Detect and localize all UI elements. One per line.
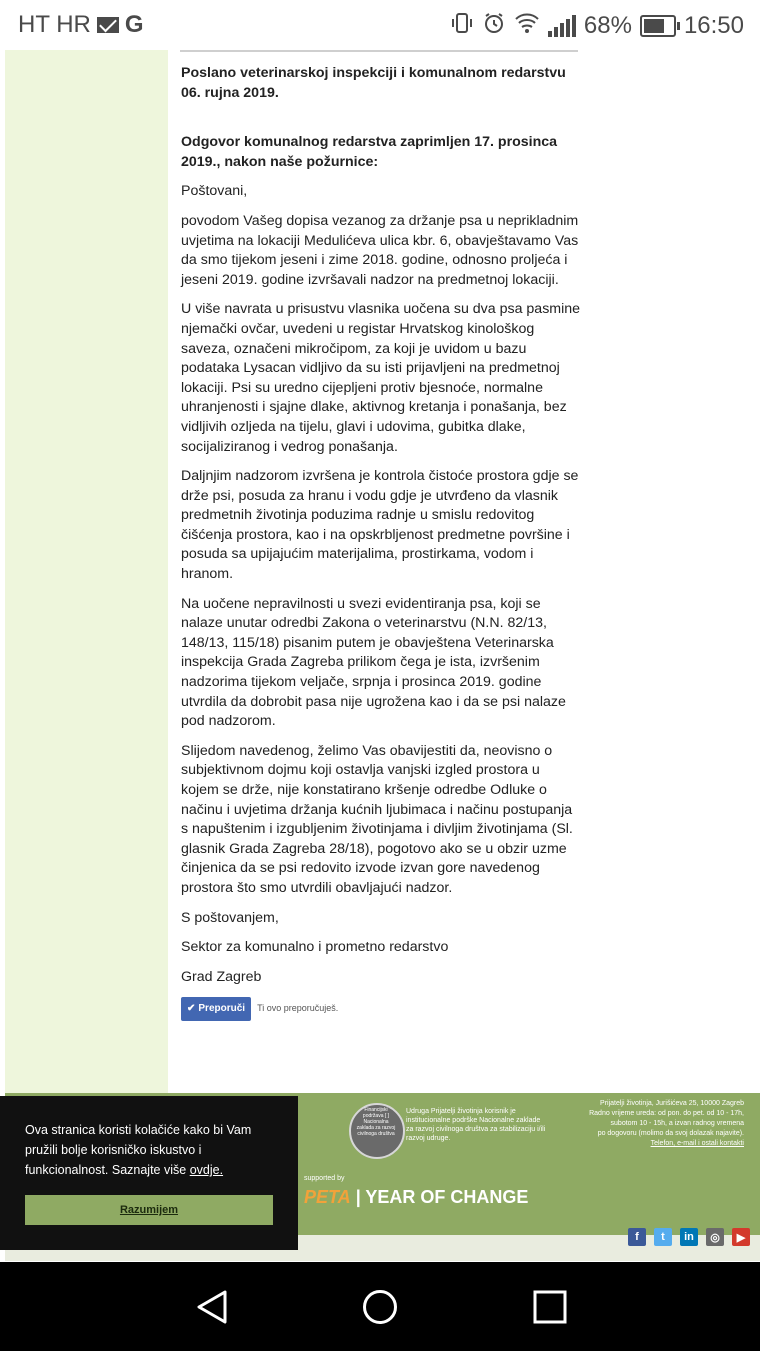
paragraph-2: U više navrata u prisustvu vlasnika uočena su dva psa pasmine njemački ovčar, uvedeni u registar Hrvatskog kinološkog saveza, označeni mikročipom, za koji je uvidom u bazu podataka Lysacan vidljivo da su isti prijavljeni na predmetnoj lokaciji. Psi su uredno cijepljeni protiv bjesnoće, normalne uhranjenosti i sjajne dlake, aktivnog kretanja i ponašanja, bez vidljivih ozljeda na tijelu, glavi i udovima, gubitka dlake, socijaliziranog i vedrog ponašanja. bbox=[181, 301, 581, 455]
recommend-label: Preporuči bbox=[198, 1003, 246, 1015]
alarm-icon bbox=[482, 11, 506, 41]
support-text: Udruga Prijatelji životinja korisnik je institucionalne podrške Nacionalne zaklade za razvoj civilnoga društva za stabilizaciju i/ili razvoj udruge. bbox=[406, 1108, 546, 1142]
carrier-label: HT HR bbox=[18, 11, 91, 38]
twitter-icon[interactable]: t bbox=[654, 1228, 672, 1246]
vibrate-icon bbox=[450, 11, 474, 41]
main-content bbox=[168, 50, 755, 1093]
paragraph-5: Slijedom navedenog, želimo Vas obavijestiti da, neovisno o subjektivnom dojmu koji ostavlja vanjski izgled prostora u kojem se drže, nije konstatirano kršenje odredbe Odluke o načinu i uvjetima držanja kućnih ljubimaca i načinu postupanja s napuštenim i izgubljenim životinjama i divljim životinjama (Sl. glasnik Grada Zagreba 28/18), pogotovo ako se u obzir uzme činjenica da se psi redovito izvode izvan gore navedenog prostora što smo utvrdili obavljajući nadzor. bbox=[181, 742, 573, 896]
hours-1: Radno vrijeme ureda: od pon. do pet. od 10 - 17h, bbox=[589, 1110, 744, 1117]
wifi-icon bbox=[514, 11, 540, 41]
battery-percent: 68% bbox=[583, 12, 632, 39]
recents-icon[interactable] bbox=[531, 1288, 569, 1326]
peta-logo[interactable] bbox=[304, 1187, 528, 1208]
sent-note: Poslano veterinarskoj inspekciji i komunalnom redarstvu 06. rujna 2019. bbox=[181, 65, 566, 101]
hours-2: subotom 10 - 15h, a izvan radnog vremena bbox=[610, 1120, 744, 1127]
clock: 16:50 bbox=[683, 12, 744, 39]
paragraph-1: povodom Vašeg dopisa vezanog za držanje psa u neprikladnim uvjetima na lokaciji Medulićeva ulica kbr. 6, obavještavamo Vas da smo tijekom jeseni i zime 2018. godine, odnosno proljeća i jeseni 2019. godine izvršavali nadzor na predmetnoj lokaciji. bbox=[181, 212, 579, 288]
mail-icon bbox=[97, 17, 119, 33]
paragraph-3: Daljnjim nadzorom izvršena je kontrola čistoće prostora gdje se drže psi, posuda za hranu i vodu gdje je utvrđeno da vlasnik predmetnih životinja poduzima radnje u smislu redovitog čišćenja prostora, kao i na opskrbljenost predmetne površine i posuda sa upijajućim materijalima, prostirkama, vodom i hranom. bbox=[181, 468, 579, 583]
recommend-note: Ti ovo preporučuješ. bbox=[257, 1003, 339, 1014]
cookie-message: Ova stranica koristi kolačiće kako bi Vam pružili bolje korisničko iskustvo i funkcionalnost. Saznajte više bbox=[25, 1123, 252, 1177]
address: Prijatelji životinja, Jurišićeva 25, 10000 Zagreb bbox=[600, 1100, 744, 1107]
supported-by-label: supported by bbox=[304, 1175, 345, 1182]
facebook-icon[interactable]: f bbox=[628, 1228, 646, 1246]
paragraph-4: Na uočene nepravilnosti u svezi evidentiranja psa, koji se nalaze unutar odredbi Zakona o veterinarstvu (N.N. 82/13, 148/13, 115/18) pisanim putem je obavještena Veterinarska inspekcija Grada Zagreba prilikom čega je ista, izvršenim nadzorima tijekom veljače, srpnja i prosinca 2019. godine utvrdila da dobrobit pasa nije ugrožena kao i da se psi nalaze pod nadzorom. bbox=[181, 595, 566, 730]
city: Grad Zagreb bbox=[181, 968, 262, 985]
peta-wordmark: PETA bbox=[304, 1187, 351, 1207]
youtube-icon[interactable]: ▶ bbox=[732, 1228, 750, 1246]
left-sidebar-column bbox=[5, 50, 168, 1093]
reply-heading: Odgovor komunalnog redarstva zaprimljen 17. prosinca 2019., nakon naše požurnice: bbox=[181, 134, 558, 170]
back-icon[interactable] bbox=[193, 1288, 231, 1326]
like-row bbox=[181, 997, 581, 1021]
battery-icon bbox=[640, 15, 676, 37]
recommend-button[interactable] bbox=[181, 997, 251, 1021]
greeting: Poštovani, bbox=[181, 183, 248, 200]
status-bar bbox=[0, 0, 760, 50]
check-icon: ✔ bbox=[187, 1003, 196, 1015]
google-icon: G bbox=[124, 11, 144, 38]
closing: S poštovanjem, bbox=[181, 909, 279, 926]
cookie-text bbox=[25, 1120, 275, 1180]
cookie-banner bbox=[0, 1096, 298, 1250]
home-icon[interactable] bbox=[361, 1288, 399, 1326]
foundation-badge-label: Financijski podržava [ ] Nacionalna zaklada za razvoj civilnoga društva bbox=[356, 1107, 396, 1137]
signal-icon bbox=[548, 15, 576, 37]
divider bbox=[180, 50, 578, 52]
contact-link[interactable]: Telefon, e-mail i ostali kontakti bbox=[650, 1140, 744, 1147]
web-page bbox=[0, 50, 760, 1262]
linkedin-icon[interactable]: in bbox=[680, 1228, 698, 1246]
navigation-bar bbox=[0, 1262, 760, 1351]
instagram-icon[interactable]: ◎ bbox=[706, 1228, 724, 1246]
article-body bbox=[181, 64, 581, 1021]
cookie-more-link[interactable]: ovdje. bbox=[189, 1163, 224, 1177]
cookie-accept-button[interactable]: Razumijem bbox=[25, 1195, 273, 1225]
contact-info bbox=[544, 1099, 744, 1149]
sender: Sektor za komunalno i prometno redarstvo bbox=[181, 939, 449, 956]
hours-3: po dogovoru (molimo da svoj dolazak najavite). bbox=[597, 1130, 744, 1137]
social-links bbox=[628, 1228, 750, 1246]
year-of-change: | YEAR OF CHANGE bbox=[355, 1187, 529, 1207]
